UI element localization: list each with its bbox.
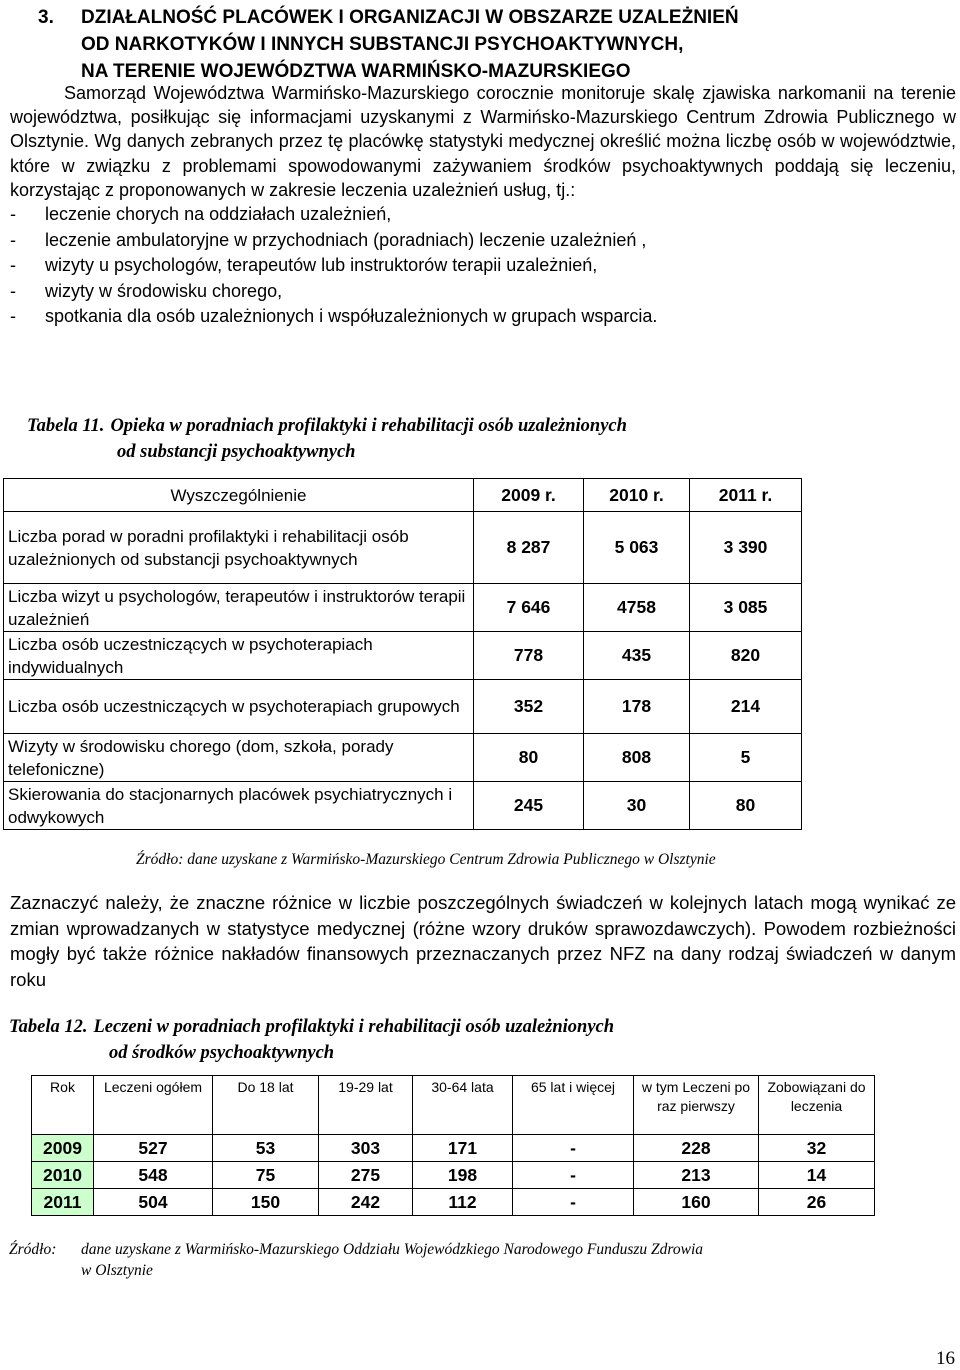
cell-2010: 30 — [584, 782, 690, 830]
row-label: Liczba porad w poradni profilaktyki i rehabilitacji osób uzależnionych od substancji psychoaktywnych — [4, 512, 474, 584]
table-row — [4, 584, 802, 632]
table-row — [32, 1135, 875, 1162]
list-item: - spotkania dla osób uzależnionych i współuzależnionych w grupach wsparcia. — [10, 306, 658, 327]
table-11-source: Źródło: dane uzyskane z Warmińsko-Mazurskiego Centrum Zdrowia Publicznego w Olsztynie — [136, 851, 716, 868]
table-11-label: Tabela 11. — [27, 416, 105, 436]
source-text-line-2: w Olsztynie — [81, 1262, 153, 1279]
data-cell: 150 — [213, 1189, 319, 1216]
list-item: - leczenie ambulatoryjne w przychodniach (poradniach) leczenie uzależnień , — [10, 229, 647, 250]
cell-2010: 808 — [584, 734, 690, 782]
data-cell: 75 — [213, 1162, 319, 1189]
data-cell: 303 — [319, 1135, 413, 1162]
table-row — [4, 782, 802, 830]
table-header-row — [4, 479, 802, 512]
row-label: Liczba osób uczestniczących w psychoterapiach indywidualnych — [4, 632, 474, 680]
table-row — [32, 1162, 875, 1189]
table-11-title-line-2: od substancji psychoaktywnych — [117, 442, 356, 462]
cell-2009: 245 — [474, 782, 584, 830]
list-item: - wizyty u psychologów, terapeutów lub instruktorów terapii uzależnień, — [10, 255, 598, 276]
cell-2011: 80 — [690, 782, 802, 830]
header-cell: 2009 r. — [474, 479, 584, 512]
data-cell: 228 — [634, 1135, 759, 1162]
table-12-title-line-2: od środków psychoaktywnych — [109, 1043, 335, 1063]
header-cell: 19-29 lat — [319, 1076, 413, 1135]
header-cell: Rok — [32, 1076, 94, 1135]
row-label: Liczba osób uczestniczących w psychoterapiach grupowych — [4, 680, 474, 734]
section-heading — [38, 4, 938, 85]
year-cell: 2009 — [32, 1135, 94, 1162]
cell-2011: 214 — [690, 680, 802, 734]
header-cell: Zobowiązani do leczenia — [759, 1076, 875, 1135]
cell-2011: 3 390 — [690, 512, 802, 584]
row-label: Wizyty w środowisku chorego (dom, szkoła, porady telefoniczne) — [4, 734, 474, 782]
data-cell: 171 — [413, 1135, 513, 1162]
cell-2010: 5 063 — [584, 512, 690, 584]
header-cell: 2011 r. — [690, 479, 802, 512]
intro-section — [10, 81, 956, 330]
intro-paragraph: Samorząd Województwa Warmińsko-Mazurskiego corocznie monitoruje skalę zjawiska narkomanii na terenie województwa, posiłkując się informacjami uzyskanymi z Warmińsko-Mazurskiego Centrum Zdrowia Publicznego w Olsztynie. Wg danych zebranych przez tę placówkę statystyki medycznej określić można liczbę osób w województwie, które w związku z problemami spowodowanymi zażywaniem środków psychoaktywnych poddają się leczeniu, korzystając z proponowanych w zakresie leczenia uzależnień usług, tj.: — [10, 83, 956, 200]
list-item: - leczenie chorych na oddziałach uzależnień, — [10, 204, 392, 225]
data-cell: 548 — [94, 1162, 213, 1189]
header-cell: Leczeni ogółem — [94, 1076, 213, 1135]
heading-line-2: OD NARKOTYKÓW I INNYCH SUBSTANCJI PSYCHOAKTYWNYCH, — [81, 34, 684, 55]
table-row — [32, 1189, 875, 1216]
cell-2011: 3 085 — [690, 584, 802, 632]
header-cell: 2010 r. — [584, 479, 690, 512]
cell-2010: 435 — [584, 632, 690, 680]
data-cell: 53 — [213, 1135, 319, 1162]
row-label: Skierowania do stacjonarnych placówek psychiatrycznych i odwykowych — [4, 782, 474, 830]
row-label: Liczba wizyt u psychologów, terapeutów i instruktorów terapii uzależnień — [4, 584, 474, 632]
service-list — [10, 202, 956, 330]
data-cell: - — [513, 1189, 634, 1216]
data-cell: 32 — [759, 1135, 875, 1162]
table-11-caption — [27, 413, 627, 465]
data-cell: 160 — [634, 1189, 759, 1216]
year-cell: 2010 — [32, 1162, 94, 1189]
data-cell: 242 — [319, 1189, 413, 1216]
cell-2009: 8 287 — [474, 512, 584, 584]
cell-2009: 352 — [474, 680, 584, 734]
data-cell: - — [513, 1135, 634, 1162]
table-11 — [3, 478, 802, 830]
data-cell: 26 — [759, 1189, 875, 1216]
year-cell: 2011 — [32, 1189, 94, 1216]
header-cell: Do 18 lat — [213, 1076, 319, 1135]
cell-2009: 778 — [474, 632, 584, 680]
cell-2009: 80 — [474, 734, 584, 782]
heading-line-1: DZIAŁALNOŚĆ PLACÓWEK I ORGANIZACJI W OBSZARZE UZALEŻNIEŃ — [81, 7, 739, 28]
table-12-caption — [9, 1014, 614, 1066]
cell-2011: 820 — [690, 632, 802, 680]
cell-2011: 5 — [690, 734, 802, 782]
header-cell: 30-64 lata — [413, 1076, 513, 1135]
header-cell: w tym Leczeni po raz pierwszy — [634, 1076, 759, 1135]
heading-line-3: NA TERENIE WOJEWÓDZTWA WARMIŃSKO-MAZURSKIEGO — [81, 61, 631, 82]
data-cell: 527 — [94, 1135, 213, 1162]
table-header-row — [32, 1076, 875, 1135]
cell-2009: 7 646 — [474, 584, 584, 632]
header-cell: Wyszczególnienie — [4, 479, 474, 512]
source-text: dane uzyskane z Warmińsko-Mazurskiego Oddziału Wojewódzkiego Narodowego Funduszu Zdrowia — [81, 1241, 703, 1258]
table-12-title: Leczeni w poradniach profilaktyki i rehabilitacji osób uzależnionych — [93, 1017, 615, 1037]
table-12-source — [9, 1239, 703, 1281]
page-number: 16 — [936, 1348, 955, 1369]
table-12-label: Tabela 12. — [9, 1017, 88, 1037]
data-cell: 198 — [413, 1162, 513, 1189]
table-11-title: Opieka w poradniach profilaktyki i rehabilitacji osób uzależnionych — [110, 416, 627, 436]
cell-2010: 4758 — [584, 584, 690, 632]
table-row — [4, 632, 802, 680]
table-row — [4, 512, 802, 584]
table-row — [4, 680, 802, 734]
source-label: Źródło: — [9, 1241, 57, 1258]
data-cell: 213 — [634, 1162, 759, 1189]
data-cell: 14 — [759, 1162, 875, 1189]
data-cell: 112 — [413, 1189, 513, 1216]
header-cell: 65 lat i więcej — [513, 1076, 634, 1135]
list-item: - wizyty w środowisku chorego, — [10, 280, 283, 301]
data-cell: 275 — [319, 1162, 413, 1189]
note-paragraph: Zaznaczyć należy, że znaczne różnice w liczbie poszczególnych świadczeń w kolejnych latach mogą wynikać ze zmian wprowadzanych w statystyce medycznej (różne wzory druków sprawozdawczych). Powodem rozbieżności mogły być także różnice nakładów finansowych przeznaczanych przez NFZ na dany rodzaj świadczeń w danym roku — [10, 892, 956, 990]
data-cell: - — [513, 1162, 634, 1189]
data-cell: 504 — [94, 1189, 213, 1216]
table-row — [4, 734, 802, 782]
cell-2010: 178 — [584, 680, 690, 734]
section-number: 3. — [38, 7, 54, 28]
table-12 — [31, 1075, 875, 1216]
